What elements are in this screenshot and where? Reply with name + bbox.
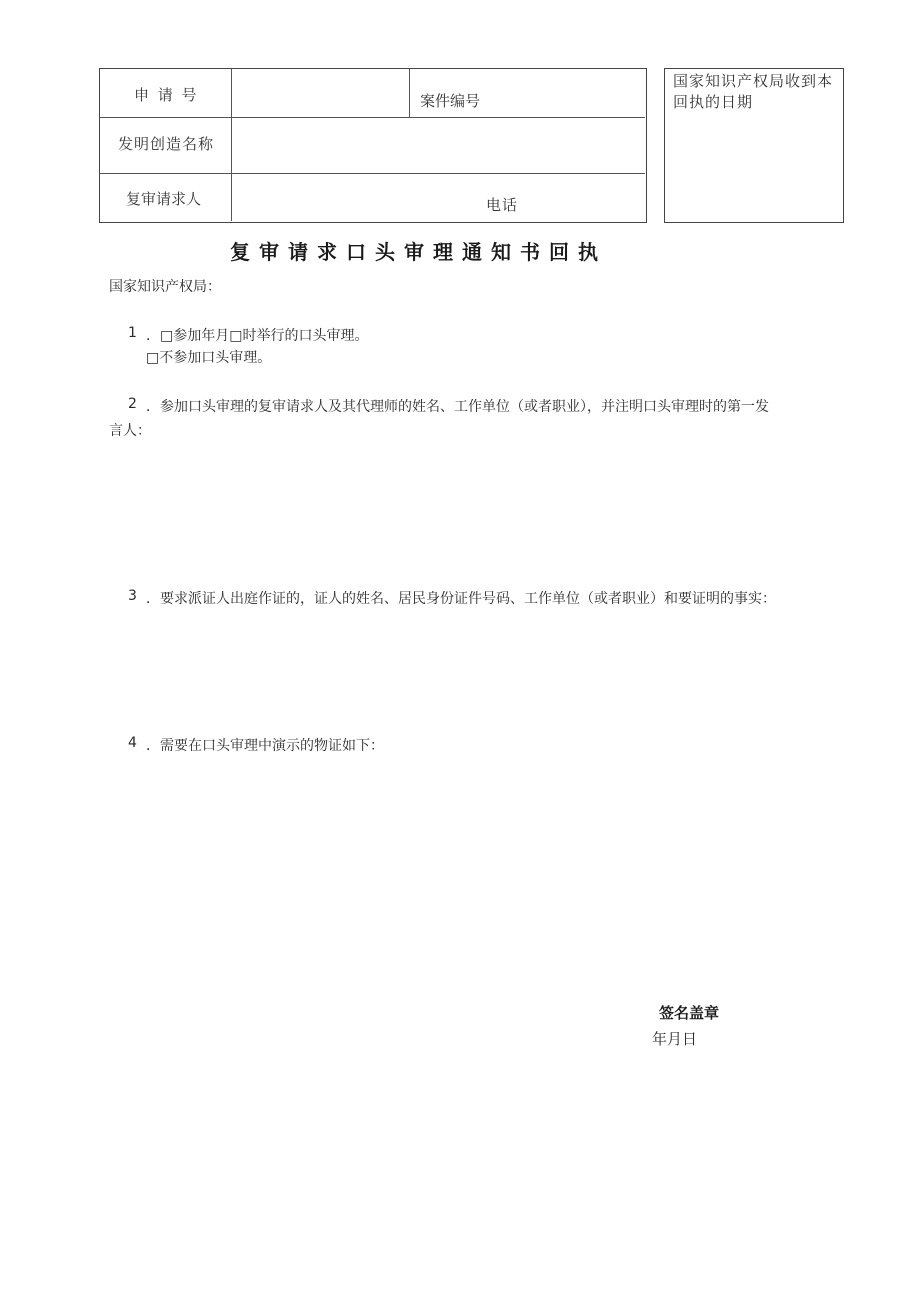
item-text: 言人： — [109, 423, 151, 439]
signature-label: 签名盖章 — [659, 1004, 720, 1022]
attend-option[interactable]: ．□参加年月□时举行的口头审理。 — [146, 328, 369, 344]
item-number: 3 — [128, 588, 137, 604]
phone-label: 电话 — [486, 196, 519, 214]
table-divider — [100, 117, 645, 118]
item-text: ．要求派证人出庭作证的，证人的姓名、居民身份证件号码、工作单位（或者职业）和要证明的事实： — [146, 591, 776, 607]
application-info-table — [99, 68, 647, 223]
item-number: 4 — [128, 735, 137, 751]
item-text: ．需要在口头审理中演示的物证如下： — [146, 738, 384, 754]
table-divider — [409, 69, 410, 117]
table-divider — [100, 173, 645, 174]
case-number-label: 案件编号 — [420, 92, 481, 110]
receipt-date-label: 国家知识产权局收到本回执的日期 — [673, 72, 834, 111]
not-attend-option[interactable]: □不参加口头审理。 — [146, 350, 272, 366]
application-number-label: 申 请 号 — [134, 86, 199, 104]
item-number: 2 — [128, 396, 137, 412]
document-title: 复审请求口头审理通知书回执 — [230, 240, 607, 264]
item-text: ．参加口头审理的复审请求人及其代理师的姓名、工作单位（或者职业），并注明口头审理时的第一发 — [146, 399, 769, 415]
invention-name-label: 发明创造名称 — [118, 135, 215, 153]
signature-date: 年月日 — [652, 1030, 698, 1048]
requester-label: 复审请求人 — [126, 190, 202, 208]
table-divider — [231, 69, 232, 221]
addressee: 国家知识产权局： — [109, 279, 221, 295]
item-number: 1 — [128, 325, 137, 341]
receipt-date-box — [664, 68, 844, 223]
